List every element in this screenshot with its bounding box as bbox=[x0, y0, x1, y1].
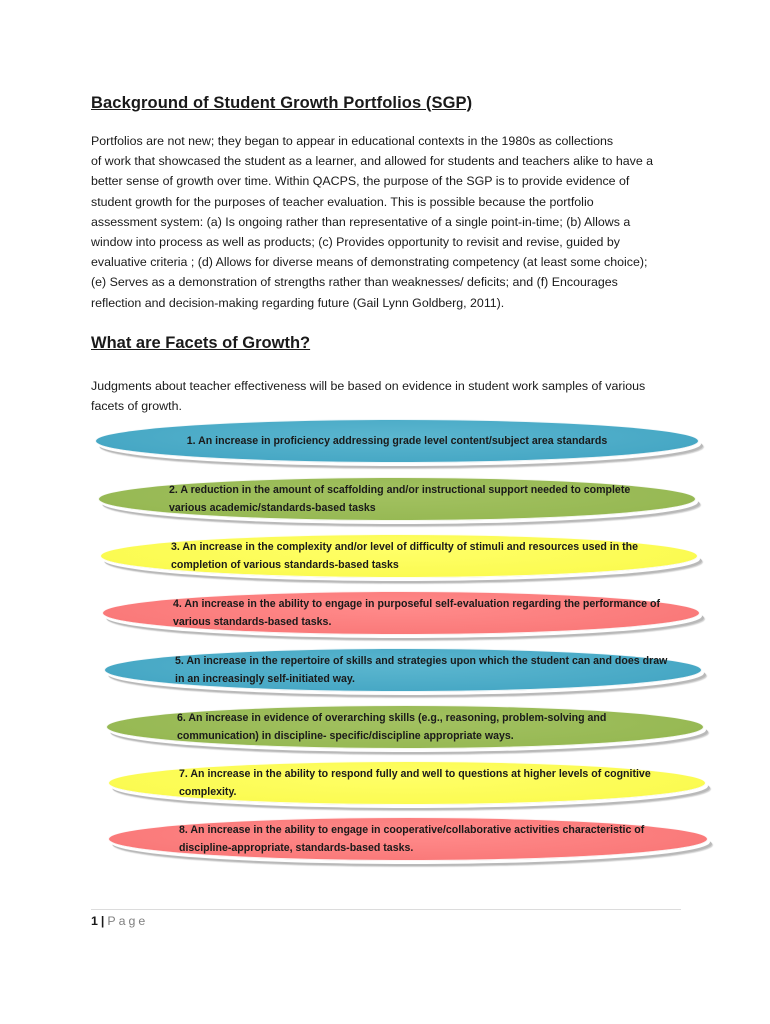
facet-oval-4 bbox=[102, 591, 700, 635]
facet-text-4: 4. An increase in the ability to engage in purposeful self-evaluation regarding the performance of various standards-based tasks. bbox=[173, 598, 661, 628]
page-label: Page bbox=[107, 914, 149, 928]
intro-paragraph: Portfolios are not new; they began to appear in educational contexts in the 1980s as collections of work that showcased the student as a learner, and allowed for students and teachers alike to have a better sense of growth over time. Within QACPS, the purpose of the SGP is to provide evidence of student growth for the purposes of teacher evaluation. This is possible because the portfolio assessment system: (a) Is ongoing rather than representative of a single point-in-time; (b) Allows a window into process as well as products; (c) Provides opportunity to revisit and revise, guided by evaluative criteria ; (d) Allows for diverse means of demonstrating competency (at least some choice); (e) Serves as a demonstration of strengths rather than weaknesses/ deficits; and (f) Encourages reflection and decision-making regarding future (Gail Lynn Goldberg, 2011). bbox=[91, 134, 654, 310]
facet-text-7: 7. An increase in the ability to respond fully and well to questions at higher levels of cognitive complexity. bbox=[179, 768, 651, 798]
facet-text-2: 2. A reduction in the amount of scaffolding and/or instructional support needed to complete various academic/standards-based tasks bbox=[169, 484, 631, 514]
facet-oval-1 bbox=[95, 419, 699, 463]
facet-oval-8 bbox=[108, 817, 708, 861]
facet-oval-6 bbox=[106, 705, 704, 749]
facet-text-1: 1. An increase in proficiency addressing grade level content/subject area standards bbox=[186, 435, 608, 447]
footer-separator: | bbox=[100, 914, 105, 928]
facet-oval-7 bbox=[108, 761, 706, 805]
facet-text-8: 8. An increase in the ability to engage in cooperative/collaborative activities characteristic of discipline-appropriate, standards-based tasks. bbox=[179, 824, 645, 854]
page-footer bbox=[91, 914, 148, 928]
facet-oval-5 bbox=[104, 648, 702, 692]
facet-text-5: 5. An increase in the repertoire of skills and strategies upon which the student can and does draw in an increasingly self-initiated way. bbox=[175, 655, 668, 685]
facet-text-6: 6. An increase in evidence of overarching skills (e.g., reasoning, problem-solving and communication) in discipline- specific/discipline appropriate ways. bbox=[177, 712, 607, 742]
judgments-paragraph: Judgments about teacher effectiveness will be based on evidence in student work samples of various facets of growth. bbox=[91, 379, 646, 414]
footer-divider bbox=[91, 909, 681, 910]
facet-oval-3 bbox=[100, 534, 698, 578]
facet-text-3: 3. An increase in the complexity and/or level of difficulty of stimuli and resources used in the completion of various standards-based tasks bbox=[171, 541, 639, 571]
heading-facets-of-growth: What are Facets of Growth? bbox=[91, 334, 311, 352]
heading-background-sgp: Background of Student Growth Portfolios (SGP) bbox=[91, 94, 473, 112]
page-number: 1 bbox=[91, 914, 98, 928]
facet-oval-2 bbox=[98, 477, 696, 521]
